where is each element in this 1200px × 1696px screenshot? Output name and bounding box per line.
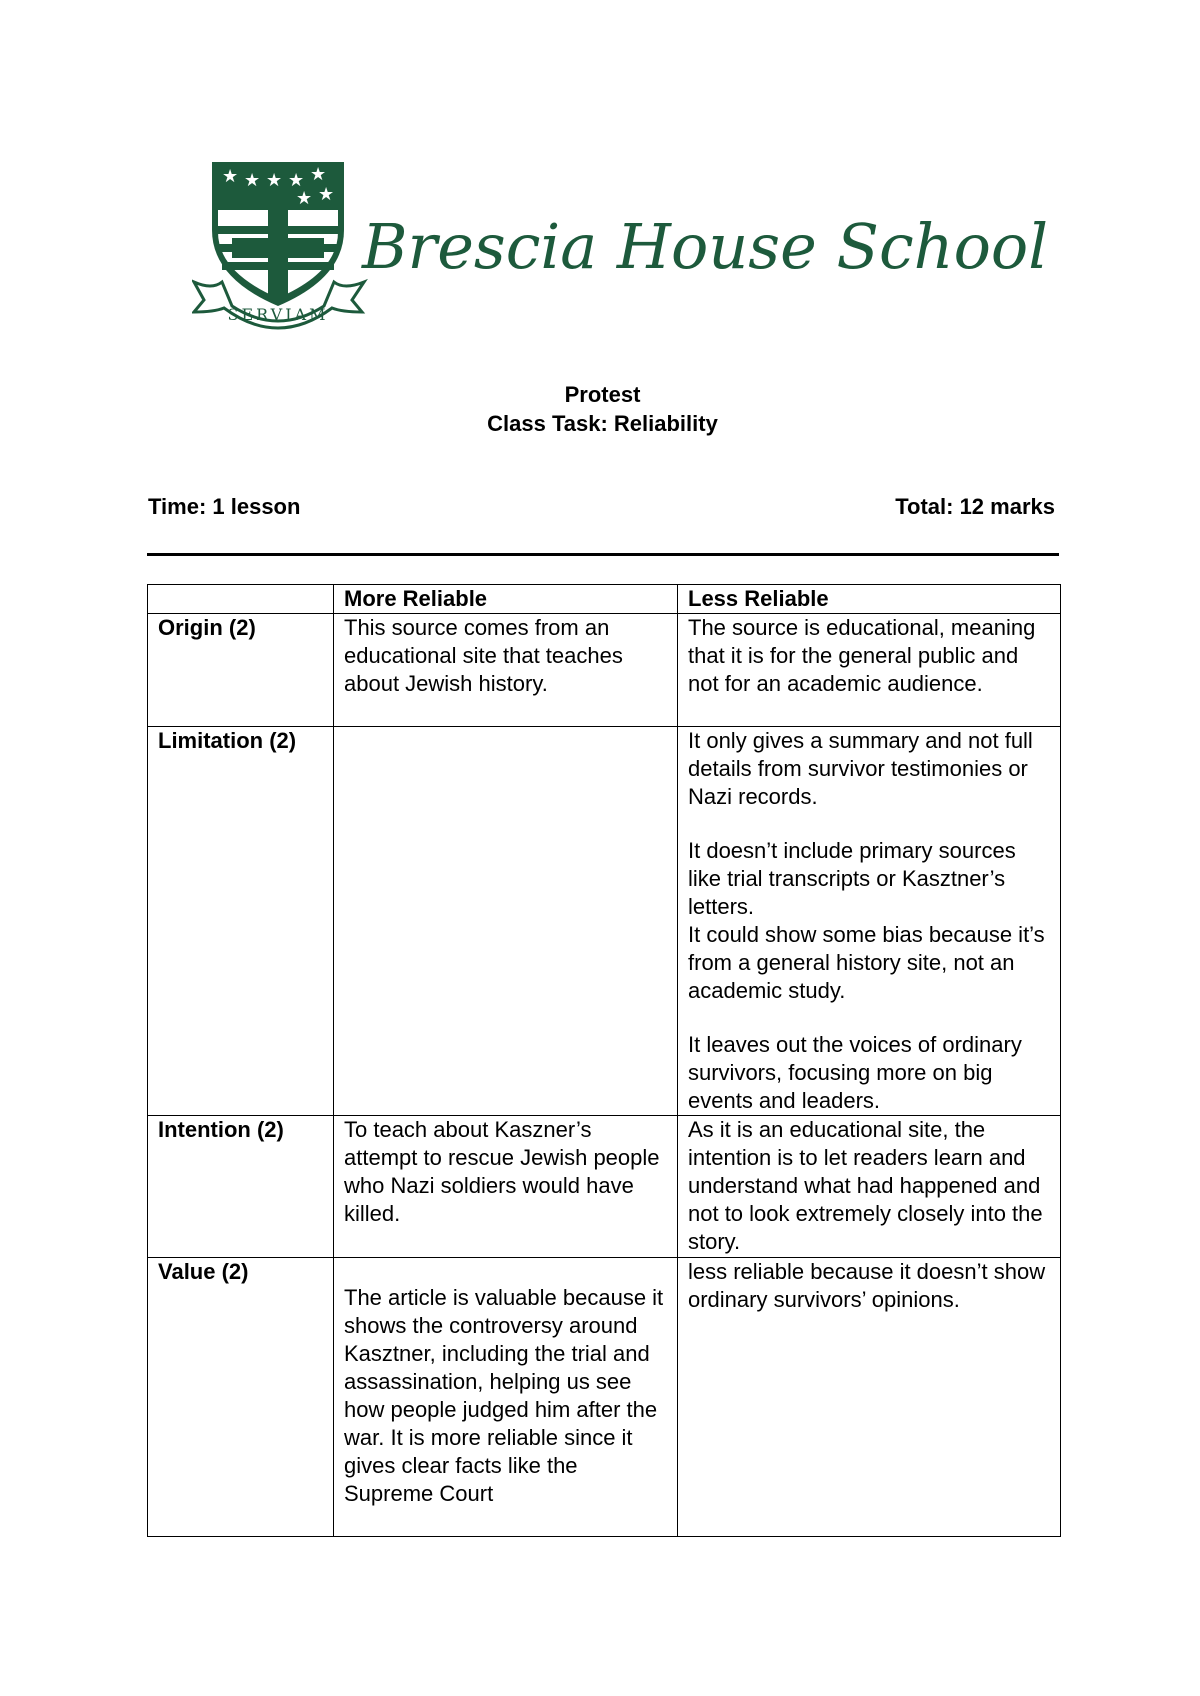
- svg-text:★: ★: [288, 170, 305, 191]
- svg-text:★: ★: [310, 164, 327, 185]
- column-header-blank: [148, 585, 334, 614]
- row-label: Intention (2): [148, 1116, 334, 1258]
- table-header-row: [148, 585, 1061, 614]
- row-label: Value (2): [148, 1258, 334, 1537]
- cell-paragraph: It doesn’t include primary sources like trial transcripts or Kasztner’s letters.: [688, 838, 1016, 919]
- school-logo: [192, 160, 1049, 350]
- school-name: Brescia House School: [362, 210, 1049, 283]
- page-title: Protest: [564, 382, 641, 407]
- svg-text:★: ★: [244, 170, 261, 191]
- less-reliable-cell: [678, 614, 1061, 727]
- cell-paragraph: To teach about Kaszner’s attempt to rescue Jewish people who Nazi soldiers would have killed.: [344, 1117, 660, 1226]
- table-row-value: [148, 1258, 1061, 1537]
- cell-paragraph: It only gives a summary and not full details from survivor testimonies or Nazi records.: [688, 728, 1033, 809]
- cell-paragraph: This source comes from an educational site that teaches about Jewish history.: [344, 615, 623, 696]
- table-row-origin: [148, 614, 1061, 727]
- title-block: [0, 380, 1200, 438]
- less-reliable-cell: [678, 1258, 1061, 1537]
- table-row-limitation: [148, 727, 1061, 1116]
- more-reliable-cell: [334, 727, 678, 1116]
- less-reliable-cell: [678, 1116, 1061, 1258]
- svg-text:★: ★: [296, 188, 313, 209]
- more-reliable-cell: [334, 1258, 678, 1537]
- row-label: Limitation (2): [148, 727, 334, 1116]
- less-reliable-cell: [678, 727, 1061, 1116]
- cell-paragraph: less reliable because it doesn’t show ordinary survivors’ opinions.: [688, 1259, 1046, 1312]
- total-marks-label: Total: 12 marks: [895, 494, 1055, 519]
- cell-paragraph: It could show some bias because it’s from a general history site, not an academic study.: [688, 922, 1045, 1003]
- reliability-table: [147, 584, 1061, 1537]
- more-reliable-cell: [334, 1116, 678, 1258]
- cell-paragraph: The source is educational, meaning that it is for the general public and not for an academic audience.: [688, 615, 1036, 696]
- horizontal-rule: [147, 553, 1059, 556]
- row-label: Origin (2): [148, 614, 334, 727]
- cell-paragraph: It leaves out the voices of ordinary survivors, focusing more on big events and leaders.: [688, 1032, 1022, 1113]
- svg-text:★: ★: [318, 184, 335, 205]
- more-reliable-cell: [334, 614, 678, 727]
- page-subtitle: Class Task: Reliability: [487, 411, 718, 436]
- svg-text:★: ★: [222, 166, 239, 187]
- column-header-more-reliable: More Reliable: [334, 585, 678, 614]
- cell-paragraph: As it is an educational site, the intention is to let readers learn and understand what had happened and not to look extremely closely into the story.: [688, 1117, 1043, 1254]
- school-crest-icon: [192, 160, 372, 350]
- school-motto: SERVIAM: [227, 305, 329, 324]
- time-label: Time: 1 lesson: [148, 494, 301, 519]
- cell-paragraph: The article is valuable because it shows the controversy around Kasztner, including the trial and assassination, helping us see how people judged him after the war. It is more reliable since it gives clear facts like the Supreme Court: [344, 1285, 664, 1506]
- table-row-intention: [148, 1116, 1061, 1258]
- svg-text:★: ★: [266, 170, 283, 191]
- column-header-less-reliable: Less Reliable: [678, 585, 1061, 614]
